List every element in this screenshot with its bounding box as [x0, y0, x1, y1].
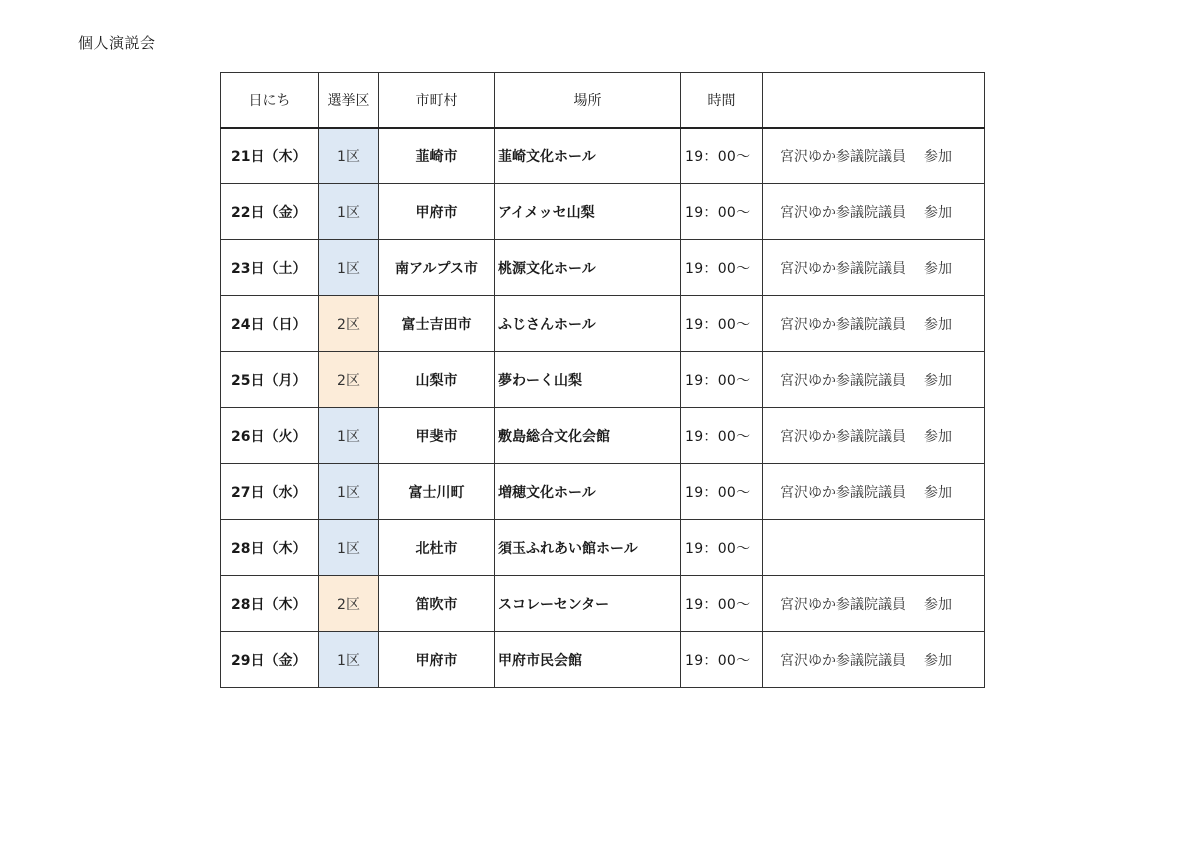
- venue-cell: ふじさんホール: [495, 296, 681, 352]
- date-cell: 28日（木）: [221, 576, 319, 632]
- guest-name: 宮沢ゆか参議院議員: [780, 596, 906, 613]
- participation-label: 参加: [924, 484, 952, 501]
- header-row: [221, 73, 985, 128]
- city-cell: 甲斐市: [379, 408, 495, 464]
- table-row: [221, 184, 985, 240]
- guest-name: 宮沢ゆか参議院議員: [780, 204, 906, 221]
- note-cell: [763, 184, 985, 240]
- district-cell: 1区: [319, 632, 379, 688]
- district-cell: 1区: [319, 464, 379, 520]
- time-cell: 19：00〜: [681, 464, 763, 520]
- city-cell: 南アルプス市: [379, 240, 495, 296]
- venue-cell: 韮崎文化ホール: [495, 128, 681, 184]
- time-cell: 19：00〜: [681, 184, 763, 240]
- district-cell: 1区: [319, 240, 379, 296]
- district-cell: 1区: [319, 520, 379, 576]
- date-cell: 25日（月）: [221, 352, 319, 408]
- city-cell: 甲府市: [379, 632, 495, 688]
- date-cell: 28日（木）: [221, 520, 319, 576]
- venue-cell: 甲府市民会館: [495, 632, 681, 688]
- participation-label: 参加: [924, 316, 952, 333]
- city-cell: 北杜市: [379, 520, 495, 576]
- header-city: 市町村: [379, 73, 495, 128]
- venue-cell: アイメッセ山梨: [495, 184, 681, 240]
- district-cell: 2区: [319, 576, 379, 632]
- header-district: 選挙区: [319, 73, 379, 128]
- date-cell: 23日（土）: [221, 240, 319, 296]
- table-row: [221, 352, 985, 408]
- header-date: 日にち: [221, 73, 319, 128]
- date-cell: 24日（日）: [221, 296, 319, 352]
- note-cell: [763, 240, 985, 296]
- table-row: [221, 520, 985, 576]
- table-row: [221, 296, 985, 352]
- time-cell: 19：00〜: [681, 520, 763, 576]
- city-cell: 甲府市: [379, 184, 495, 240]
- table-row: [221, 128, 985, 184]
- venue-cell: 敷島総合文化会館: [495, 408, 681, 464]
- city-cell: 韮崎市: [379, 128, 495, 184]
- time-cell: 19：00〜: [681, 296, 763, 352]
- date-cell: 21日（木）: [221, 128, 319, 184]
- header-note: [763, 73, 985, 128]
- note-cell: [763, 576, 985, 632]
- schedule-body: [221, 128, 985, 688]
- time-cell: 19：00〜: [681, 128, 763, 184]
- guest-name: 宮沢ゆか参議院議員: [780, 260, 906, 277]
- participation-label: 参加: [924, 372, 952, 389]
- table-row: [221, 576, 985, 632]
- table-row: [221, 632, 985, 688]
- table-row: [221, 408, 985, 464]
- venue-cell: 夢わーく山梨: [495, 352, 681, 408]
- note-cell: [763, 632, 985, 688]
- time-cell: 19：00〜: [681, 240, 763, 296]
- guest-name: 宮沢ゆか参議院議員: [780, 148, 906, 165]
- participation-label: 参加: [924, 148, 952, 165]
- date-cell: 22日（金）: [221, 184, 319, 240]
- note-cell: [763, 296, 985, 352]
- time-cell: 19：00〜: [681, 408, 763, 464]
- participation-label: 参加: [924, 260, 952, 277]
- city-cell: 笛吹市: [379, 576, 495, 632]
- guest-name: 宮沢ゆか参議院議員: [780, 316, 906, 333]
- date-cell: 29日（金）: [221, 632, 319, 688]
- page-title: 個人演説会: [78, 34, 156, 52]
- venue-cell: 桃源文化ホール: [495, 240, 681, 296]
- table-row: [221, 464, 985, 520]
- city-cell: 富士川町: [379, 464, 495, 520]
- district-cell: 1区: [319, 128, 379, 184]
- venue-cell: スコレーセンター: [495, 576, 681, 632]
- guest-name: 宮沢ゆか参議院議員: [780, 428, 906, 445]
- participation-label: 参加: [924, 428, 952, 445]
- header-time: 時間: [681, 73, 763, 128]
- note-cell: [763, 352, 985, 408]
- table-row: [221, 240, 985, 296]
- venue-cell: 須玉ふれあい館ホール: [495, 520, 681, 576]
- date-cell: 26日（火）: [221, 408, 319, 464]
- city-cell: 山梨市: [379, 352, 495, 408]
- guest-name: 宮沢ゆか参議院議員: [780, 372, 906, 389]
- guest-name: 宮沢ゆか参議院議員: [780, 652, 906, 669]
- schedule-table: [220, 72, 985, 688]
- note-cell: [763, 128, 985, 184]
- venue-cell: 増穂文化ホール: [495, 464, 681, 520]
- district-cell: 2区: [319, 296, 379, 352]
- time-cell: 19：00〜: [681, 352, 763, 408]
- header-venue: 場所: [495, 73, 681, 128]
- time-cell: 19：00〜: [681, 632, 763, 688]
- participation-label: 参加: [924, 596, 952, 613]
- participation-label: 参加: [924, 204, 952, 221]
- note-cell: [763, 464, 985, 520]
- district-cell: 2区: [319, 352, 379, 408]
- city-cell: 富士吉田市: [379, 296, 495, 352]
- district-cell: 1区: [319, 408, 379, 464]
- note-cell: [763, 520, 985, 576]
- date-cell: 27日（水）: [221, 464, 319, 520]
- time-cell: 19：00〜: [681, 576, 763, 632]
- note-cell: [763, 408, 985, 464]
- participation-label: 参加: [924, 652, 952, 669]
- guest-name: 宮沢ゆか参議院議員: [780, 484, 906, 501]
- district-cell: 1区: [319, 184, 379, 240]
